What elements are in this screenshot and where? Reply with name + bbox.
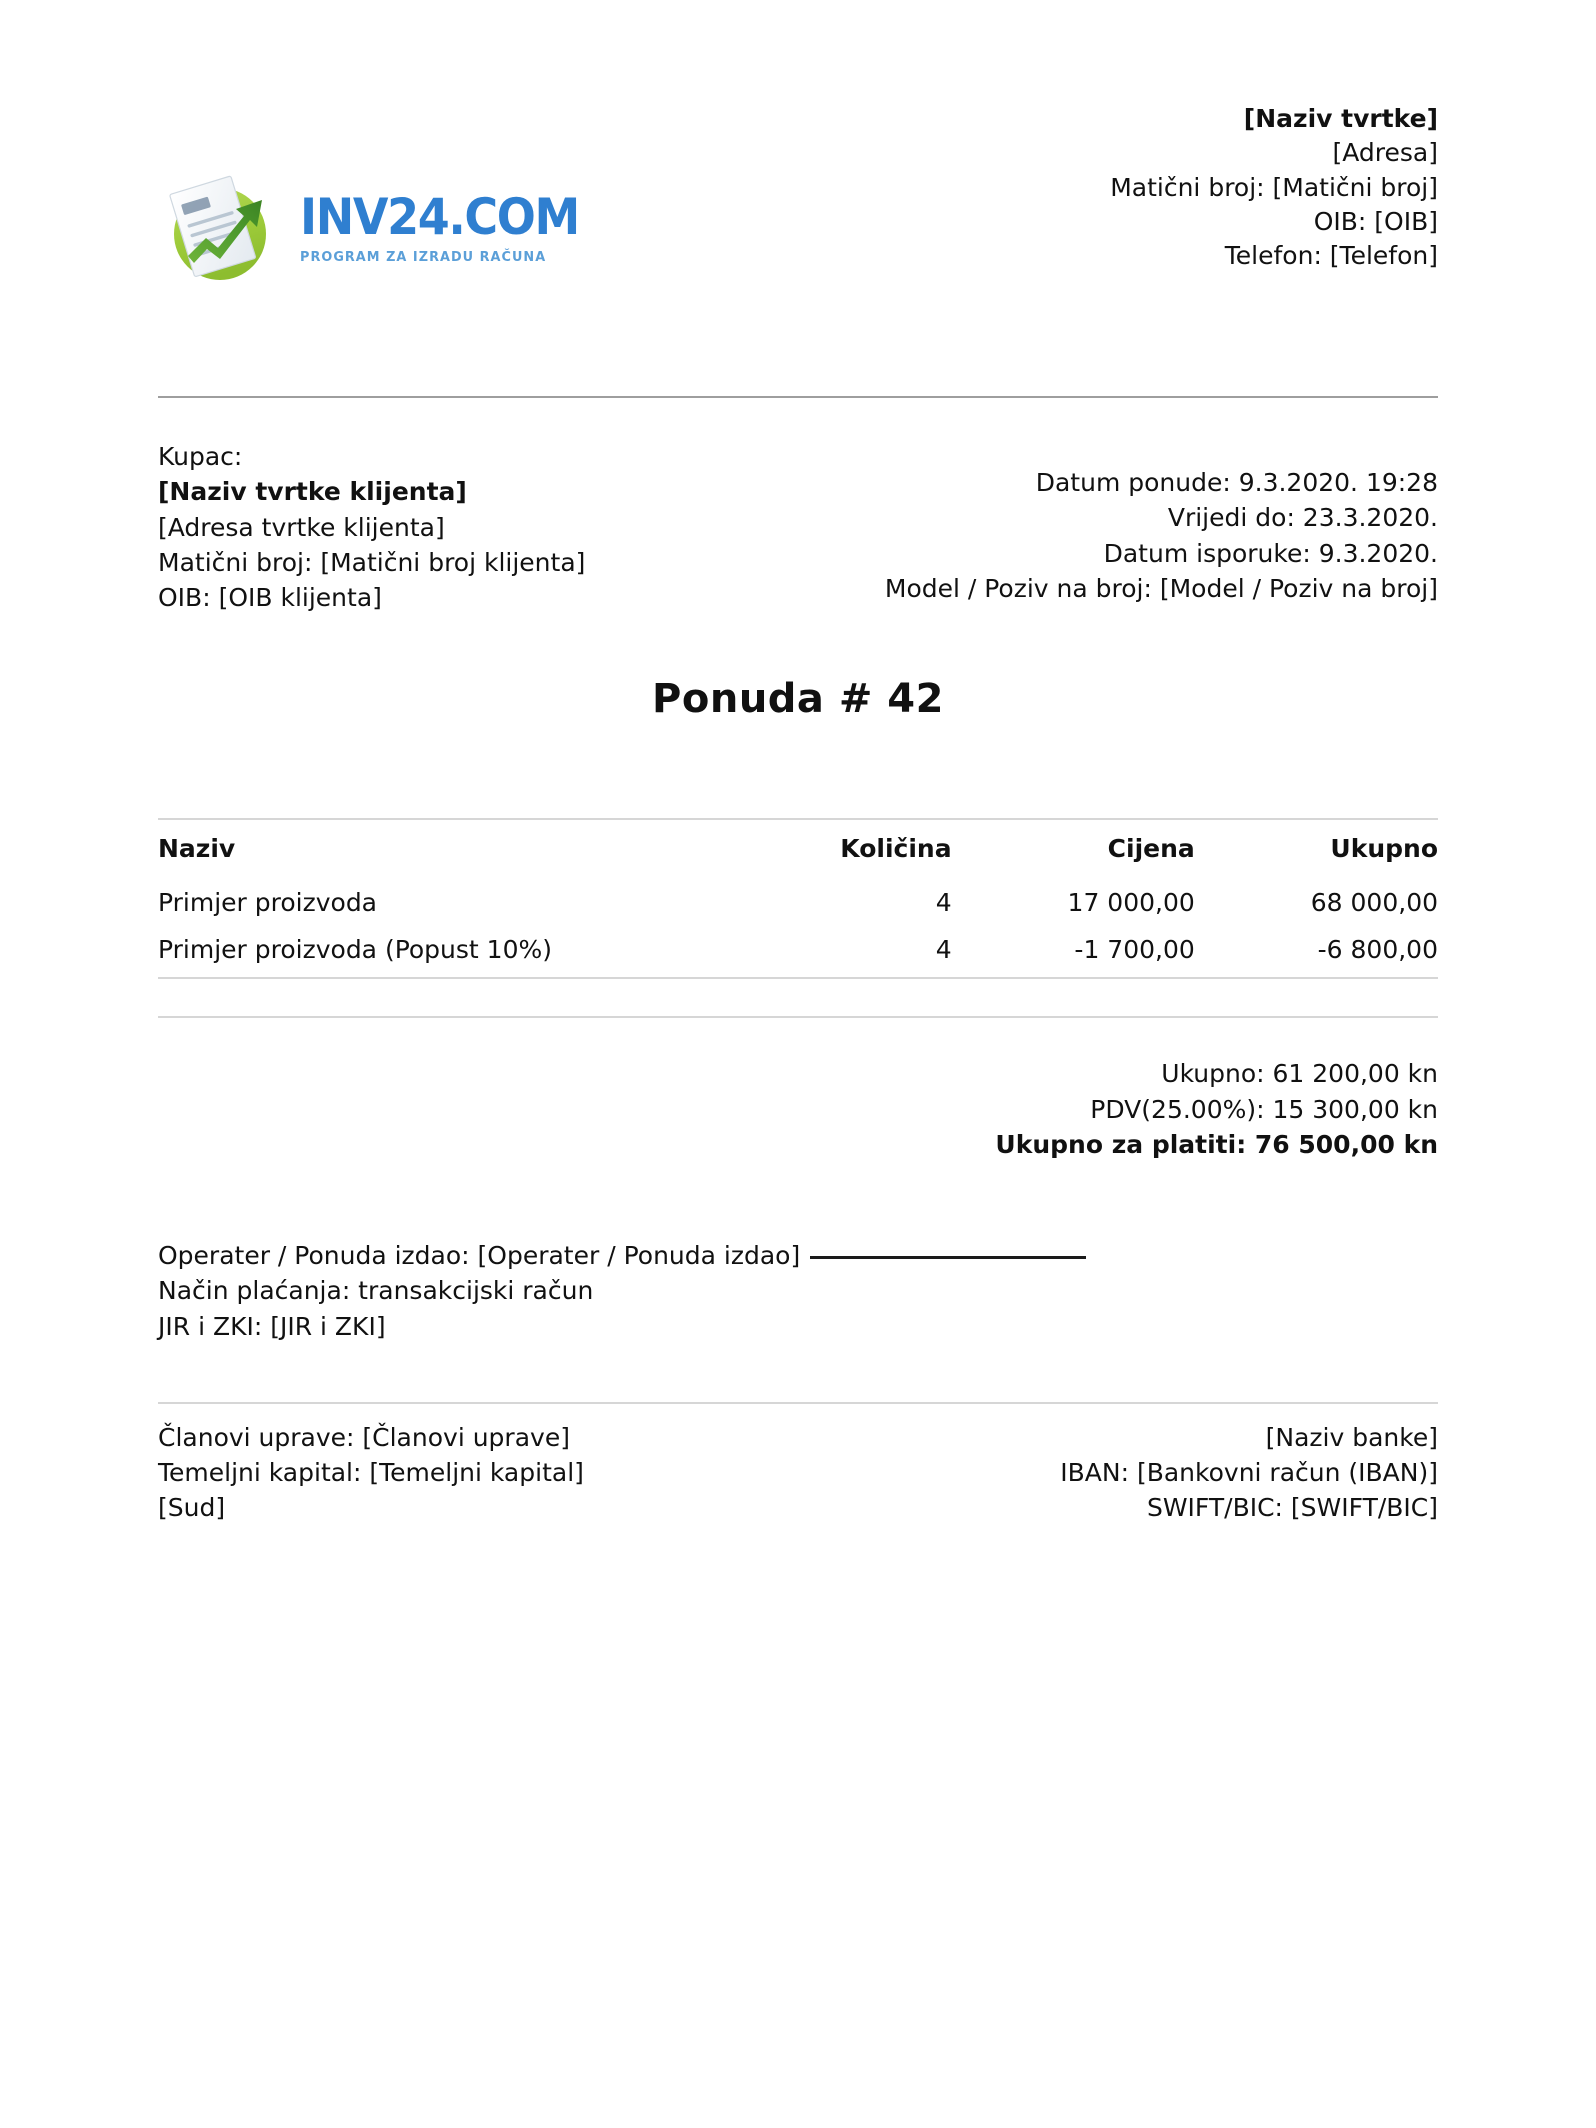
operator-issued-by: Operater / Ponuda izdao: [Operater / Ponuda izdao] [158,1241,801,1270]
buyer-oib: OIB: [OIB klijenta] [158,583,382,612]
operator-issued-by-line [158,1238,1438,1273]
table-header-row [158,820,1438,879]
company-address: [Adresa] [1332,138,1438,168]
buyer-address: [Adresa tvrtke klijenta] [158,512,445,542]
item-total: -6 800,00 [1317,935,1438,965]
invoice-arrow-circle-icon [158,164,286,292]
payment-method: Način plaćanja: transakcijski račun [158,1276,594,1306]
document-header [158,0,1438,292]
company-oib: OIB: [OIB] [1313,206,1438,236]
totals-section [158,1056,1438,1162]
vat-amount: PDV(25.00%): 15 300,00 kn [1090,1094,1438,1124]
buyer-name: [Naziv tvrtke klijenta] [158,477,467,507]
buyer-label: Kupac: [158,442,243,471]
brand-wordmark-group [300,187,603,265]
company-details [1110,96,1438,273]
company-phone: Telefon: [Telefon] [1224,241,1438,270]
operator-section [158,1238,1438,1344]
document-title: Ponuda # 42 [652,676,944,723]
item-price: -1 700,00 [1074,935,1195,965]
bank-swift: SWIFT/BIC: [SWIFT/BIC] [1146,1493,1438,1523]
item-quantity: 4 [935,888,952,918]
share-capital: Temeljni kapital: [Temeljni kapital] [158,1458,584,1487]
parties-section [158,439,1438,615]
court: [Sud] [158,1493,226,1523]
signature-line [810,1256,1086,1259]
offer-date: Datum ponude: 9.3.2020. 19:28 [1035,468,1438,497]
board-members: Članovi uprave: [Članovi uprave] [158,1422,570,1452]
jir-zki: JIR i ZKI: [JIR i ZKI] [158,1311,386,1341]
totals-top-divider [158,1016,1438,1018]
buyer-reg-number: Matični broj: [Matični broj klijenta] [158,547,586,577]
item-name: Primjer proizvoda (Popust 10%) [158,935,552,965]
column-header-quantity: Količina [840,834,952,864]
buyer-details [158,439,585,615]
valid-until: Vrijedi do: 23.3.2020. [1167,503,1438,533]
brand-logo [158,96,603,292]
items-table-section [158,818,1438,1018]
item-name: Primjer proizvoda [158,888,378,918]
item-total: 68 000,00 [1310,888,1438,918]
footer-divider [158,1402,1438,1404]
brand-wordmark: INV24.COM [300,187,579,246]
column-header-name: Naziv [158,834,236,864]
brand-tagline: PROGRAM ZA IZRADU RAČUNA [300,248,547,265]
table-row [158,926,1438,973]
table-row [158,879,1438,926]
items-table [158,820,1438,973]
offer-meta [885,439,1438,606]
document-footer [158,1420,1438,1526]
bank-name: [Naziv banke] [1265,1422,1438,1452]
item-quantity: 4 [935,935,952,965]
model-reference: Model / Poziv na broj: [Model / Poziv na broj] [884,573,1438,603]
bank-details [1060,1420,1438,1526]
delivery-date: Datum isporuke: 9.3.2020. [1103,538,1438,568]
table-bottom-divider [158,977,1438,979]
column-header-price: Cijena [1107,834,1195,864]
item-price: 17 000,00 [1067,888,1195,918]
subtotal-amount: Ukupno: 61 200,00 kn [1161,1059,1438,1089]
grand-total-amount: Ukupno za platiti: 76 500,00 kn [995,1129,1438,1159]
company-name: [Naziv tvrtke] [1243,104,1438,133]
column-header-total: Ukupno [1330,834,1438,864]
bank-iban: IBAN: [Bankovni račun (IBAN)] [1060,1458,1438,1487]
header-divider [158,396,1438,398]
company-reg-number: Matični broj: [Matični broj] [1110,172,1438,202]
legal-details [158,1420,584,1526]
